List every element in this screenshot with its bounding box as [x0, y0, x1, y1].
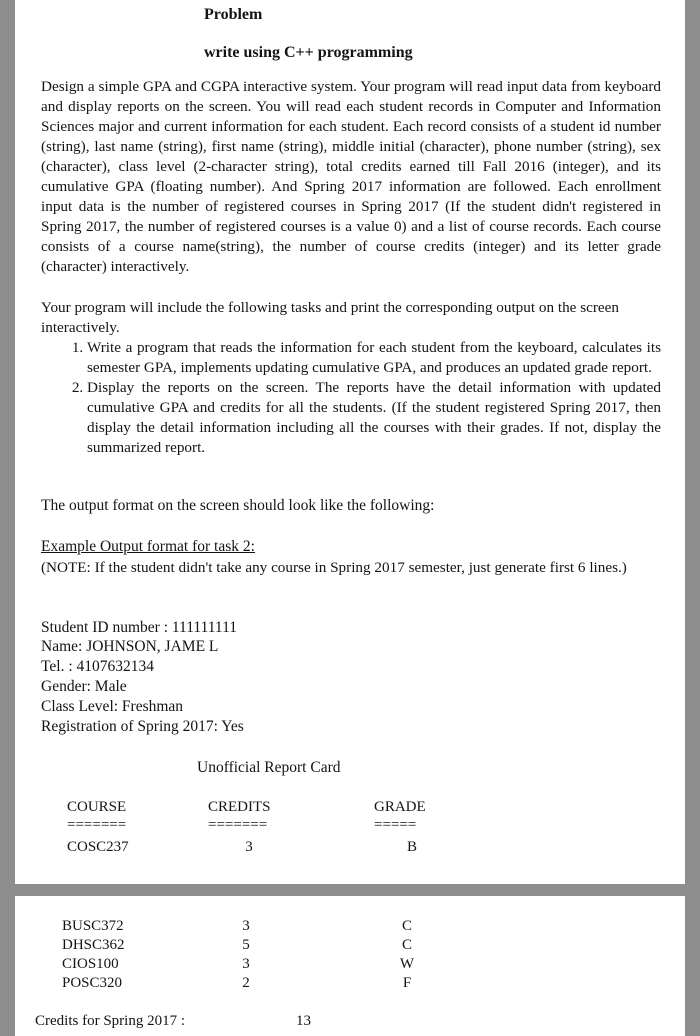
table-row-credits: 3: [242, 956, 250, 972]
student-name-line: Name: JOHNSON, JAME L: [41, 638, 219, 655]
student-id-line: Student ID number : 111111111: [41, 619, 238, 636]
table-row-course: POSC320: [62, 975, 123, 991]
column-separator-grade: =====: [374, 817, 417, 833]
output-format-text: The output format on the screen should look like the following:: [41, 497, 435, 514]
document-page-1: [15, 0, 685, 884]
table-row-credits: 2: [242, 975, 250, 991]
student-tel-line: Tel. : 4107632134: [41, 658, 155, 675]
table-row-grade: B: [406, 839, 417, 855]
intro-paragraph: Design a simple GPA and CGPA interactive system. Your program will read input data from keyboard and display reports on the screen. You will read each student records in Computer and Information Sciences major and current information for each student. Each record consists of a student id number (string), last name (string), first name (string), middle initial (character), phone number (string), sex (character), class level (2-character string), total credits earned till Fall 2016 (integer), and its cumulative GPA (floating number). And Spring 2017 information are followed. Each enrollment input data is the number of registered courses in Spring 2017 (If the student didn't registered in Spring 2017, the number of registered courses is a value 0) and a list of course records. Each course consists of a course name(string), the number of course credits (integer) and its letter grade (character) interactively.: [41, 78, 661, 275]
student-class-line: Class Level: Freshman: [41, 698, 184, 715]
document-page-2: [15, 896, 685, 1036]
table-row-grade: C: [401, 918, 412, 934]
column-separator-course: =======: [67, 817, 127, 833]
table-row-course: CIOS100: [62, 956, 119, 972]
report-title: Unofficial Report Card: [197, 759, 341, 776]
table-row-credits: 5: [242, 937, 250, 953]
page-subheading: write using C++ programming: [204, 44, 413, 61]
table-row-grade: F: [402, 975, 412, 991]
table-row-grade: C: [401, 937, 412, 953]
tasks-intro: Your program will include the following tasks and print the corresponding output on the screen interactively.: [41, 299, 620, 336]
table-row-course: BUSC372: [62, 918, 124, 934]
table-row-grade: W: [399, 956, 415, 972]
column-separator-credits: =======: [208, 817, 268, 833]
page-heading: Problem: [204, 6, 263, 23]
column-header-course: COURSE: [67, 799, 127, 815]
example-heading: Example Output format for task 2:: [41, 538, 255, 555]
table-row-credits: 3: [242, 918, 250, 934]
student-gender-line: Gender: Male: [41, 678, 127, 695]
credits-label: Credits for Spring 2017 :: [35, 1013, 185, 1029]
task-list: [41, 338, 661, 458]
task-item-1: 1. Write a program that reads the information for each student from the keyboard, calculates its semester GPA, implements updating cumulative GPA, and produces an updated grade report.: [87, 338, 661, 378]
credits-value: 13: [296, 1013, 311, 1029]
column-header-grade: GRADE: [374, 799, 426, 815]
table-row-credits: 3: [245, 839, 253, 855]
task-item-2: 2. Display the reports on the screen. The reports have the detail information with updated cumulative GPA and credits for all the students. (If the student registered Spring 2017, then display the detail information including all the courses with their grades. If not, display the summarized report.: [87, 378, 661, 458]
registration-line: Registration of Spring 2017: Yes: [41, 718, 244, 735]
column-header-credits: CREDITS: [208, 799, 271, 815]
table-row-course: DHSC362: [62, 937, 125, 953]
table-row-course: COSC237: [67, 839, 129, 855]
example-note: (NOTE: If the student didn't take any course in Spring 2017 semester, just generate first 6 lines.): [41, 559, 627, 576]
